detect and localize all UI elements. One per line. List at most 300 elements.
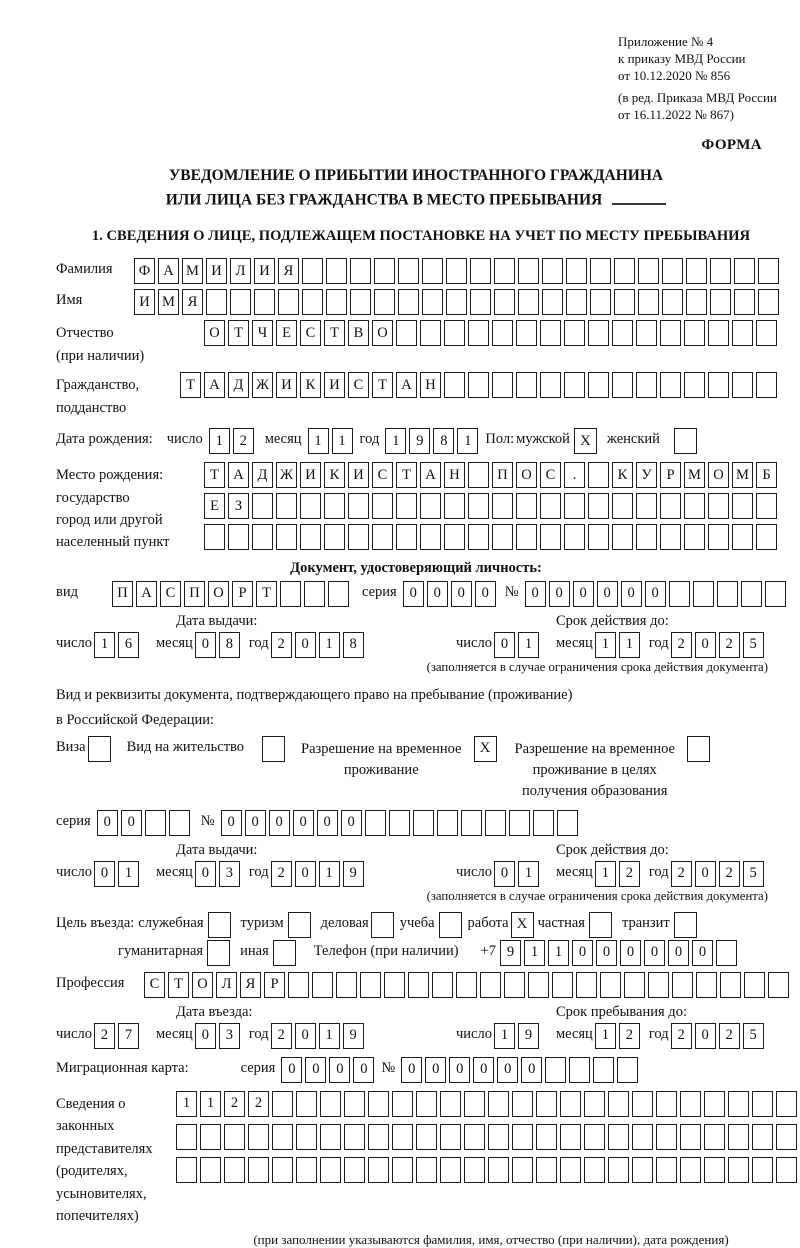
char-cell[interactable] bbox=[444, 524, 465, 550]
char-cell[interactable]: М bbox=[732, 462, 753, 488]
char-cell[interactable]: 1 bbox=[518, 632, 539, 658]
char-cell[interactable] bbox=[638, 289, 659, 315]
residence-issue-month-cells[interactable] bbox=[195, 861, 243, 887]
char-cell[interactable] bbox=[344, 1157, 365, 1183]
char-cell[interactable]: А bbox=[158, 258, 179, 284]
char-cell[interactable]: 2 bbox=[94, 1023, 115, 1049]
doc-expiry-day-cells[interactable] bbox=[494, 632, 542, 658]
char-cell[interactable]: 2 bbox=[671, 632, 692, 658]
char-cell[interactable]: 1 bbox=[176, 1091, 197, 1117]
char-cell[interactable] bbox=[512, 1157, 533, 1183]
char-cell[interactable] bbox=[302, 289, 323, 315]
char-cell[interactable] bbox=[206, 289, 227, 315]
char-cell[interactable]: З bbox=[228, 493, 249, 519]
char-cell[interactable]: О bbox=[204, 320, 225, 346]
char-cell[interactable] bbox=[557, 810, 578, 836]
doc-issue-day-cells[interactable] bbox=[94, 632, 142, 658]
char-cell[interactable]: 0 bbox=[295, 861, 316, 887]
char-cell[interactable]: Н bbox=[444, 462, 465, 488]
char-cell[interactable] bbox=[776, 1124, 797, 1150]
char-cell[interactable]: О bbox=[708, 462, 729, 488]
purpose-other-checkbox[interactable] bbox=[273, 940, 296, 966]
doc-kind-cells[interactable] bbox=[112, 581, 352, 607]
char-cell[interactable]: 0 bbox=[97, 810, 118, 836]
char-cell[interactable] bbox=[169, 810, 190, 836]
char-cell[interactable]: 7 bbox=[118, 1023, 139, 1049]
char-cell[interactable] bbox=[200, 1124, 221, 1150]
char-cell[interactable] bbox=[509, 810, 530, 836]
char-cell[interactable]: 8 bbox=[343, 632, 364, 658]
char-cell[interactable]: А bbox=[420, 462, 441, 488]
char-cell[interactable]: 2 bbox=[619, 1023, 640, 1049]
char-cell[interactable]: Ж bbox=[276, 462, 297, 488]
char-cell[interactable] bbox=[230, 289, 251, 315]
char-cell[interactable] bbox=[756, 320, 777, 346]
surname-cells[interactable] bbox=[134, 258, 782, 284]
char-cell[interactable]: К bbox=[612, 462, 633, 488]
char-cell[interactable] bbox=[468, 320, 489, 346]
char-cell[interactable] bbox=[710, 258, 731, 284]
char-cell[interactable]: К bbox=[324, 462, 345, 488]
char-cell[interactable]: М bbox=[684, 462, 705, 488]
residence-expiry-year-cells[interactable] bbox=[671, 861, 767, 887]
char-cell[interactable] bbox=[444, 493, 465, 519]
representatives-row2-cells[interactable] bbox=[176, 1124, 800, 1150]
char-cell[interactable]: 0 bbox=[668, 940, 689, 966]
char-cell[interactable] bbox=[392, 1091, 413, 1117]
char-cell[interactable] bbox=[248, 1124, 269, 1150]
char-cell[interactable] bbox=[617, 1057, 638, 1083]
char-cell[interactable] bbox=[278, 289, 299, 315]
char-cell[interactable] bbox=[588, 372, 609, 398]
char-cell[interactable] bbox=[612, 372, 633, 398]
char-cell[interactable] bbox=[348, 493, 369, 519]
char-cell[interactable]: И bbox=[300, 462, 321, 488]
char-cell[interactable] bbox=[624, 972, 645, 998]
char-cell[interactable] bbox=[560, 1091, 581, 1117]
char-cell[interactable]: 0 bbox=[451, 581, 472, 607]
char-cell[interactable] bbox=[368, 1091, 389, 1117]
birth-day-cells[interactable] bbox=[209, 428, 257, 454]
char-cell[interactable]: А bbox=[396, 372, 417, 398]
char-cell[interactable]: Т bbox=[228, 320, 249, 346]
char-cell[interactable]: 1 bbox=[209, 428, 230, 454]
char-cell[interactable]: 1 bbox=[319, 861, 340, 887]
char-cell[interactable] bbox=[540, 320, 561, 346]
char-cell[interactable] bbox=[728, 1124, 749, 1150]
char-cell[interactable]: Т bbox=[204, 462, 225, 488]
char-cell[interactable]: П bbox=[184, 581, 205, 607]
char-cell[interactable]: 0 bbox=[525, 581, 546, 607]
char-cell[interactable] bbox=[728, 1157, 749, 1183]
char-cell[interactable] bbox=[446, 289, 467, 315]
char-cell[interactable]: 1 bbox=[548, 940, 569, 966]
char-cell[interactable]: 0 bbox=[695, 632, 716, 658]
char-cell[interactable]: 0 bbox=[94, 861, 115, 887]
char-cell[interactable]: 8 bbox=[219, 632, 240, 658]
char-cell[interactable]: И bbox=[134, 289, 155, 315]
char-cell[interactable]: 0 bbox=[221, 810, 242, 836]
char-cell[interactable] bbox=[204, 524, 225, 550]
char-cell[interactable]: Я bbox=[278, 258, 299, 284]
char-cell[interactable]: 1 bbox=[457, 428, 478, 454]
char-cell[interactable]: 9 bbox=[343, 1023, 364, 1049]
char-cell[interactable] bbox=[536, 1124, 557, 1150]
female-checkbox[interactable] bbox=[674, 428, 697, 454]
stay-year-cells[interactable] bbox=[671, 1023, 767, 1049]
char-cell[interactable]: Р bbox=[660, 462, 681, 488]
char-cell[interactable]: 1 bbox=[200, 1091, 221, 1117]
char-cell[interactable] bbox=[296, 1124, 317, 1150]
char-cell[interactable]: 1 bbox=[385, 428, 406, 454]
char-cell[interactable] bbox=[252, 493, 273, 519]
char-cell[interactable]: И bbox=[276, 372, 297, 398]
char-cell[interactable] bbox=[612, 320, 633, 346]
doc-number-cells[interactable] bbox=[525, 581, 789, 607]
migration-series-cells[interactable] bbox=[281, 1057, 377, 1083]
char-cell[interactable] bbox=[398, 289, 419, 315]
char-cell[interactable] bbox=[756, 372, 777, 398]
char-cell[interactable] bbox=[304, 581, 325, 607]
char-cell[interactable] bbox=[320, 1124, 341, 1150]
char-cell[interactable] bbox=[584, 1157, 605, 1183]
purpose-official-checkbox[interactable] bbox=[208, 912, 231, 938]
char-cell[interactable] bbox=[533, 810, 554, 836]
purpose-work-checkbox[interactable]: X bbox=[511, 912, 534, 938]
char-cell[interactable]: 0 bbox=[293, 810, 314, 836]
char-cell[interactable]: 0 bbox=[305, 1057, 326, 1083]
char-cell[interactable] bbox=[680, 1091, 701, 1117]
char-cell[interactable]: Д bbox=[228, 372, 249, 398]
char-cell[interactable]: 1 bbox=[595, 1023, 616, 1049]
char-cell[interactable]: И bbox=[324, 372, 345, 398]
char-cell[interactable]: 1 bbox=[595, 632, 616, 658]
purpose-tourism-checkbox[interactable] bbox=[288, 912, 311, 938]
char-cell[interactable]: 1 bbox=[319, 1023, 340, 1049]
char-cell[interactable] bbox=[276, 524, 297, 550]
char-cell[interactable]: 0 bbox=[621, 581, 642, 607]
char-cell[interactable] bbox=[461, 810, 482, 836]
char-cell[interactable]: С bbox=[372, 462, 393, 488]
char-cell[interactable]: А bbox=[228, 462, 249, 488]
char-cell[interactable] bbox=[272, 1091, 293, 1117]
char-cell[interactable] bbox=[464, 1157, 485, 1183]
char-cell[interactable] bbox=[776, 1091, 797, 1117]
char-cell[interactable]: 0 bbox=[549, 581, 570, 607]
char-cell[interactable] bbox=[614, 258, 635, 284]
char-cell[interactable] bbox=[732, 524, 753, 550]
char-cell[interactable] bbox=[396, 320, 417, 346]
char-cell[interactable] bbox=[516, 320, 537, 346]
char-cell[interactable]: О bbox=[516, 462, 537, 488]
char-cell[interactable] bbox=[656, 1124, 677, 1150]
char-cell[interactable]: Е bbox=[276, 320, 297, 346]
char-cell[interactable] bbox=[710, 289, 731, 315]
char-cell[interactable]: 0 bbox=[597, 581, 618, 607]
char-cell[interactable] bbox=[758, 289, 779, 315]
birth-month-cells[interactable] bbox=[308, 428, 356, 454]
char-cell[interactable]: 6 bbox=[118, 632, 139, 658]
char-cell[interactable] bbox=[542, 258, 563, 284]
char-cell[interactable]: 0 bbox=[620, 940, 641, 966]
char-cell[interactable] bbox=[389, 810, 410, 836]
char-cell[interactable] bbox=[492, 493, 513, 519]
char-cell[interactable]: 0 bbox=[403, 581, 424, 607]
char-cell[interactable]: 0 bbox=[494, 632, 515, 658]
char-cell[interactable] bbox=[734, 258, 755, 284]
profession-cells[interactable] bbox=[144, 972, 792, 998]
char-cell[interactable]: 0 bbox=[596, 940, 617, 966]
char-cell[interactable] bbox=[413, 810, 434, 836]
char-cell[interactable] bbox=[320, 1091, 341, 1117]
char-cell[interactable] bbox=[280, 581, 301, 607]
char-cell[interactable] bbox=[408, 972, 429, 998]
doc-issue-year-cells[interactable] bbox=[271, 632, 367, 658]
char-cell[interactable] bbox=[588, 493, 609, 519]
char-cell[interactable] bbox=[636, 320, 657, 346]
char-cell[interactable] bbox=[758, 258, 779, 284]
char-cell[interactable]: О bbox=[372, 320, 393, 346]
char-cell[interactable]: 0 bbox=[121, 810, 142, 836]
char-cell[interactable] bbox=[488, 1157, 509, 1183]
char-cell[interactable]: 1 bbox=[118, 861, 139, 887]
char-cell[interactable]: 0 bbox=[573, 581, 594, 607]
char-cell[interactable] bbox=[416, 1157, 437, 1183]
doc-expiry-year-cells[interactable] bbox=[671, 632, 767, 658]
char-cell[interactable] bbox=[350, 289, 371, 315]
char-cell[interactable] bbox=[176, 1124, 197, 1150]
char-cell[interactable]: 1 bbox=[518, 861, 539, 887]
char-cell[interactable]: Ф bbox=[134, 258, 155, 284]
char-cell[interactable]: 0 bbox=[281, 1057, 302, 1083]
char-cell[interactable] bbox=[272, 1124, 293, 1150]
char-cell[interactable]: И bbox=[254, 258, 275, 284]
purpose-study-checkbox[interactable] bbox=[439, 912, 462, 938]
char-cell[interactable] bbox=[398, 258, 419, 284]
char-cell[interactable]: 0 bbox=[195, 1023, 216, 1049]
char-cell[interactable] bbox=[432, 972, 453, 998]
char-cell[interactable] bbox=[612, 493, 633, 519]
char-cell[interactable]: 1 bbox=[494, 1023, 515, 1049]
char-cell[interactable]: 1 bbox=[619, 632, 640, 658]
char-cell[interactable] bbox=[368, 1157, 389, 1183]
char-cell[interactable] bbox=[272, 1157, 293, 1183]
residence-expiry-month-cells[interactable] bbox=[595, 861, 643, 887]
char-cell[interactable] bbox=[228, 524, 249, 550]
male-checkbox[interactable]: X bbox=[574, 428, 597, 454]
char-cell[interactable] bbox=[566, 258, 587, 284]
char-cell[interactable] bbox=[564, 372, 585, 398]
char-cell[interactable] bbox=[680, 1157, 701, 1183]
char-cell[interactable] bbox=[512, 1091, 533, 1117]
char-cell[interactable]: А bbox=[136, 581, 157, 607]
char-cell[interactable]: 0 bbox=[644, 940, 665, 966]
char-cell[interactable]: М bbox=[182, 258, 203, 284]
char-cell[interactable] bbox=[560, 1157, 581, 1183]
char-cell[interactable] bbox=[492, 320, 513, 346]
char-cell[interactable] bbox=[636, 524, 657, 550]
char-cell[interactable] bbox=[636, 493, 657, 519]
char-cell[interactable] bbox=[542, 289, 563, 315]
char-cell[interactable]: Т bbox=[256, 581, 277, 607]
char-cell[interactable] bbox=[504, 972, 525, 998]
birth-place-row1-cells[interactable] bbox=[204, 462, 780, 488]
char-cell[interactable] bbox=[145, 810, 166, 836]
char-cell[interactable] bbox=[416, 1124, 437, 1150]
char-cell[interactable] bbox=[708, 372, 729, 398]
char-cell[interactable] bbox=[176, 1157, 197, 1183]
char-cell[interactable] bbox=[488, 1091, 509, 1117]
char-cell[interactable]: Т bbox=[396, 462, 417, 488]
char-cell[interactable]: Т bbox=[180, 372, 201, 398]
char-cell[interactable] bbox=[350, 258, 371, 284]
char-cell[interactable]: 2 bbox=[671, 1023, 692, 1049]
entry-day-cells[interactable] bbox=[94, 1023, 142, 1049]
char-cell[interactable]: 0 bbox=[245, 810, 266, 836]
char-cell[interactable] bbox=[437, 810, 458, 836]
char-cell[interactable]: Ж bbox=[252, 372, 273, 398]
char-cell[interactable] bbox=[365, 810, 386, 836]
char-cell[interactable] bbox=[566, 289, 587, 315]
char-cell[interactable]: 2 bbox=[719, 1023, 740, 1049]
char-cell[interactable] bbox=[686, 289, 707, 315]
char-cell[interactable] bbox=[324, 493, 345, 519]
char-cell[interactable]: 2 bbox=[619, 861, 640, 887]
char-cell[interactable] bbox=[656, 1091, 677, 1117]
doc-issue-month-cells[interactable] bbox=[195, 632, 243, 658]
char-cell[interactable] bbox=[485, 810, 506, 836]
char-cell[interactable] bbox=[440, 1157, 461, 1183]
char-cell[interactable]: У bbox=[636, 462, 657, 488]
char-cell[interactable] bbox=[576, 972, 597, 998]
char-cell[interactable] bbox=[302, 258, 323, 284]
stay-day-cells[interactable] bbox=[494, 1023, 542, 1049]
char-cell[interactable] bbox=[662, 258, 683, 284]
char-cell[interactable] bbox=[584, 1124, 605, 1150]
entry-year-cells[interactable] bbox=[271, 1023, 367, 1049]
char-cell[interactable] bbox=[518, 289, 539, 315]
edu-residence-checkbox[interactable] bbox=[687, 736, 710, 762]
char-cell[interactable] bbox=[732, 372, 753, 398]
char-cell[interactable]: К bbox=[300, 372, 321, 398]
char-cell[interactable] bbox=[300, 493, 321, 519]
char-cell[interactable] bbox=[440, 1091, 461, 1117]
char-cell[interactable]: Е bbox=[204, 493, 225, 519]
char-cell[interactable] bbox=[584, 1091, 605, 1117]
char-cell[interactable] bbox=[704, 1091, 725, 1117]
char-cell[interactable] bbox=[384, 972, 405, 998]
char-cell[interactable] bbox=[696, 972, 717, 998]
char-cell[interactable]: И bbox=[348, 462, 369, 488]
char-cell[interactable]: А bbox=[204, 372, 225, 398]
char-cell[interactable] bbox=[717, 581, 738, 607]
char-cell[interactable]: 0 bbox=[449, 1057, 470, 1083]
char-cell[interactable] bbox=[422, 258, 443, 284]
char-cell[interactable] bbox=[288, 972, 309, 998]
char-cell[interactable]: С bbox=[300, 320, 321, 346]
char-cell[interactable] bbox=[416, 1091, 437, 1117]
residence-series-cells[interactable] bbox=[97, 810, 193, 836]
char-cell[interactable]: 0 bbox=[572, 940, 593, 966]
char-cell[interactable] bbox=[252, 524, 273, 550]
char-cell[interactable]: С bbox=[144, 972, 165, 998]
char-cell[interactable]: 3 bbox=[219, 861, 240, 887]
migration-number-cells[interactable] bbox=[401, 1057, 641, 1083]
char-cell[interactable]: 2 bbox=[271, 861, 292, 887]
char-cell[interactable] bbox=[224, 1157, 245, 1183]
char-cell[interactable]: 0 bbox=[695, 1023, 716, 1049]
char-cell[interactable] bbox=[716, 940, 737, 966]
char-cell[interactable]: 0 bbox=[521, 1057, 542, 1083]
char-cell[interactable] bbox=[672, 972, 693, 998]
char-cell[interactable] bbox=[348, 524, 369, 550]
char-cell[interactable] bbox=[396, 524, 417, 550]
char-cell[interactable] bbox=[336, 972, 357, 998]
birth-place-row2-cells[interactable] bbox=[204, 493, 780, 519]
char-cell[interactable] bbox=[765, 581, 786, 607]
char-cell[interactable] bbox=[446, 258, 467, 284]
char-cell[interactable] bbox=[600, 972, 621, 998]
char-cell[interactable] bbox=[468, 493, 489, 519]
char-cell[interactable] bbox=[392, 1124, 413, 1150]
char-cell[interactable]: Б bbox=[756, 462, 777, 488]
char-cell[interactable]: 9 bbox=[409, 428, 430, 454]
char-cell[interactable] bbox=[392, 1157, 413, 1183]
char-cell[interactable]: 1 bbox=[308, 428, 329, 454]
char-cell[interactable] bbox=[492, 372, 513, 398]
char-cell[interactable] bbox=[590, 289, 611, 315]
char-cell[interactable]: 0 bbox=[195, 861, 216, 887]
char-cell[interactable] bbox=[528, 972, 549, 998]
residence-issue-year-cells[interactable] bbox=[271, 861, 367, 887]
char-cell[interactable] bbox=[518, 258, 539, 284]
char-cell[interactable] bbox=[420, 524, 441, 550]
char-cell[interactable] bbox=[468, 462, 489, 488]
char-cell[interactable] bbox=[614, 289, 635, 315]
char-cell[interactable]: И bbox=[206, 258, 227, 284]
char-cell[interactable] bbox=[693, 581, 714, 607]
char-cell[interactable]: 0 bbox=[329, 1057, 350, 1083]
char-cell[interactable] bbox=[684, 372, 705, 398]
char-cell[interactable] bbox=[660, 320, 681, 346]
char-cell[interactable] bbox=[632, 1124, 653, 1150]
char-cell[interactable] bbox=[708, 524, 729, 550]
char-cell[interactable] bbox=[312, 972, 333, 998]
char-cell[interactable]: 2 bbox=[224, 1091, 245, 1117]
birth-year-cells[interactable] bbox=[385, 428, 481, 454]
patronymic-cells[interactable] bbox=[204, 320, 780, 346]
char-cell[interactable] bbox=[588, 462, 609, 488]
purpose-private-checkbox[interactable] bbox=[589, 912, 612, 938]
char-cell[interactable] bbox=[420, 320, 441, 346]
char-cell[interactable]: 0 bbox=[353, 1057, 374, 1083]
char-cell[interactable] bbox=[728, 1091, 749, 1117]
char-cell[interactable]: С bbox=[348, 372, 369, 398]
char-cell[interactable]: Л bbox=[216, 972, 237, 998]
char-cell[interactable] bbox=[741, 581, 762, 607]
char-cell[interactable]: Р bbox=[232, 581, 253, 607]
char-cell[interactable] bbox=[732, 320, 753, 346]
char-cell[interactable] bbox=[344, 1091, 365, 1117]
char-cell[interactable] bbox=[669, 581, 690, 607]
char-cell[interactable]: 5 bbox=[743, 1023, 764, 1049]
char-cell[interactable]: С bbox=[160, 581, 181, 607]
char-cell[interactable]: 1 bbox=[94, 632, 115, 658]
char-cell[interactable]: С bbox=[540, 462, 561, 488]
char-cell[interactable] bbox=[752, 1091, 773, 1117]
char-cell[interactable] bbox=[684, 524, 705, 550]
char-cell[interactable] bbox=[744, 972, 765, 998]
